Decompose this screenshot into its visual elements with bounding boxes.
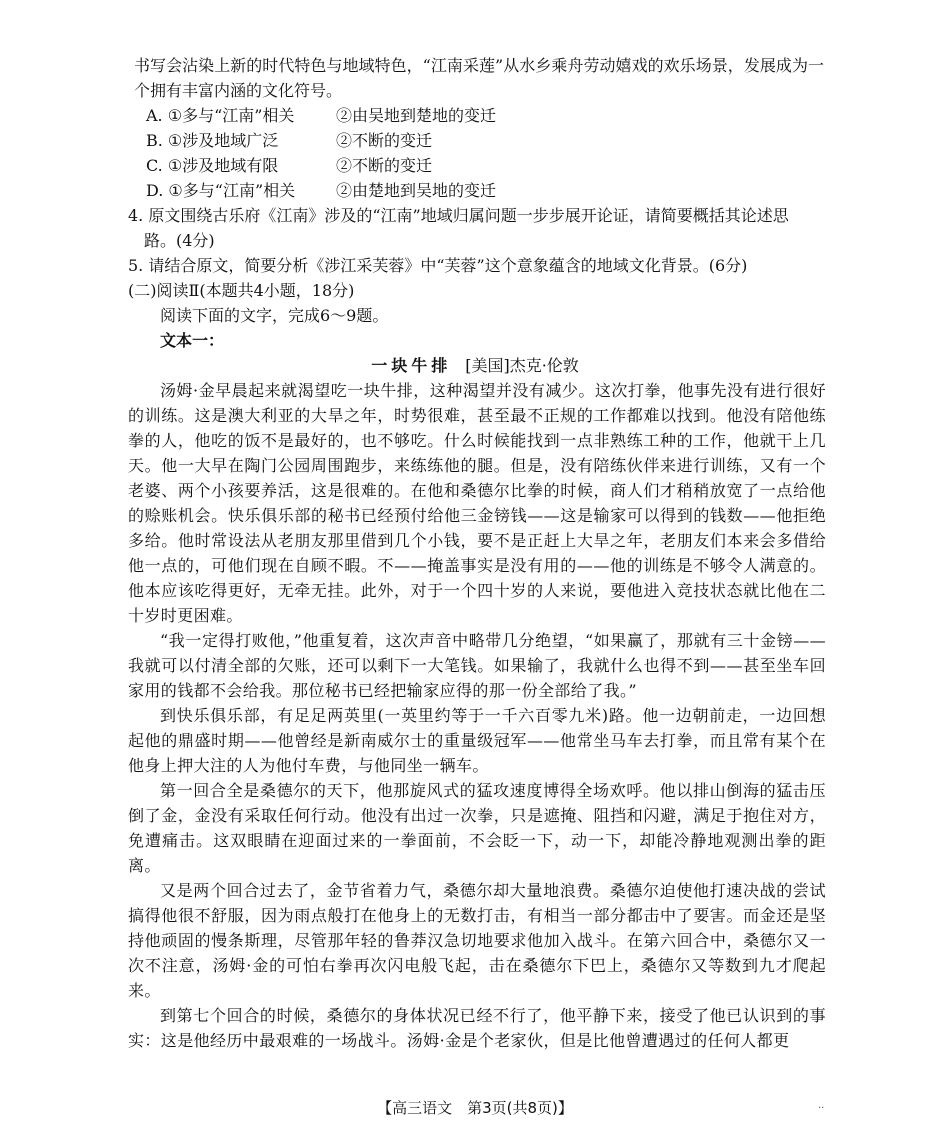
article-title-row [0,353,950,378]
option-a [0,103,950,128]
page-footer: 【高三语文 第3页(共8页)】 [377,1099,573,1117]
option-c [0,153,950,178]
option-b-part1: B. ①涉及地域广泛 [146,131,279,150]
option-c-part1: C. ①涉及地域有限 [146,156,279,175]
question-4-line2: 路。(4分) [144,231,215,250]
question-3-continuation [0,53,950,1053]
article-title: 一块牛排 [371,356,452,375]
option-d-part1: D. ①多与“江南”相关 [146,181,296,200]
article-author: [美国]杰克·伦敦 [465,356,579,375]
article-paragraph-2: “我一定得打败他，”他重复着，这次声音中略带几分绝望，“如果赢了，那就有三十金镑——我就可以付清全部的欠账，还可以剩下一大笔钱。如果输了，我就什么也得不到——甚至坐车回家用的钱都不会给我。那位秘书已经把输家应得的那一份全部给了我。” [128,631,826,700]
article-paragraph-1: 汤姆·金早晨起来就渴望吃一块牛排，这种渴望并没有减少。这次打拳，他事先没有进行很好的训练。这是澳大利亚的大旱之年，时势很难，甚至最不正规的工作都难以找到。他没有陪他练拳的人，他吃的饭不是最好的，也不够吃。什么时候能找到一点非熟练工种的工作，他就干上几天。他一大早在陶门公园周围跑步，来练练他的腿。但是，没有陪练伙伴来进行训练，又有一个老婆、两个小孩要养活，这是很难的。在他和桑德尔比拳的时候，商人们才稍稍放宽了一点给他的赊账机会。快乐俱乐部的秘书已经预付给他三金镑钱——这是输家可以得到的钱数——他拒绝多给。他时常设法从老朋友那里借到几个小钱，要不是正赶上大旱之年，老朋友们本来会多借给他一点的，可他们现在自顾不暇。不——掩盖事实是没有用的——他的训练是不够令人满意的。他本应该吃得更好，无牵无挂。此外，对于一个四十岁的人来说，要他进入竞技状态就比他在二十岁时更困难。 [128,381,826,625]
option-a-part2: ②由吴地到楚地的变迁 [336,106,497,125]
option-d-part2: ②由楚地到吴地的变迁 [336,181,497,200]
section-heading: (二)阅读Ⅱ(本题共4小题，18分) [128,281,355,300]
question-5-text: 5. 请结合原文，简要分析《涉江采芙蓉》中“芙蓉”这个意象蕴含的地域文化背景。(6分) [128,256,748,275]
article-paragraph-5: 又是两个回合过去了，金节省着力气，桑德尔却大量地浪费。桑德尔迫使他打速决战的尝试搞得他很不舒服，因为雨点般打在他身上的无数打击，有相当一部分都击中了要害。而金还是坚持他顽固的慢条斯理，尽管那年轻的鲁莽汉急切地要求他加入战斗。在第六回合中，桑德尔又一次不注意，汤姆·金的可怕右拳再次闪电般飞起，击在桑德尔下巴上，桑德尔又等数到九才爬起来。 [128,881,826,1000]
option-d [0,178,950,203]
article-paragraph-4: 第一回合全是桑德尔的天下，他那旋风式的猛攻速度博得全场欢呼。他以排山倒海的猛击压倒了金，金没有采取任何行动。他没有出过一次拳，只是遮掩、阻挡和闪避，满足于抱住对方，免遭痛击。这双眼睛在迎面过来的一拳面前，不会眨一下，动一下，却能冷静地观测出拳的距离。 [128,781,826,875]
question-5 [0,253,950,278]
option-b [0,128,950,153]
article-paragraph-3: 到快乐俱乐部，有足足两英里(一英里约等于一千六百零九米)路。他一边朝前走，一边回想起他的鼎盛时期——他曾经是新南威尔士的重量级冠军——他常坐马车去打拳，而且常有某个在他身上押大注的人为他付车费，与他同坐一辆车。 [128,706,826,775]
intro-paragraph: 书写会沾染上新的时代特色与地域特色，“江南采莲”从水乡乘舟劳动嬉戏的欢乐场景，发展成为一个拥有丰富内涵的文化符号。 [134,56,824,100]
corner-mark: .. [818,1100,825,1111]
article-body [0,378,950,1053]
question-4 [0,203,950,253]
option-c-part2: ②不断的变迁 [336,156,433,175]
option-a-part1: A. ①多与“江南”相关 [146,106,295,125]
article-paragraph-6: 到第七个回合的时候，桑德尔的身体状况已经不行了，他平静下来，接受了他已认识到的事实：这是他经历中最艰难的一场战斗。汤姆·金是个老家伙，但是比他曾遭遇过的任何人都更 [128,1006,826,1050]
reading-instruction: 阅读下面的文字，完成6～9题。 [160,306,389,325]
option-b-part2: ②不断的变迁 [336,131,433,150]
text-one-label: 文本一： [160,331,225,350]
question-4-line1: 4. 原文围绕古乐府《江南》涉及的“江南”地域归属问题一步步展开论证，请简要概括其论述思 [128,206,789,225]
